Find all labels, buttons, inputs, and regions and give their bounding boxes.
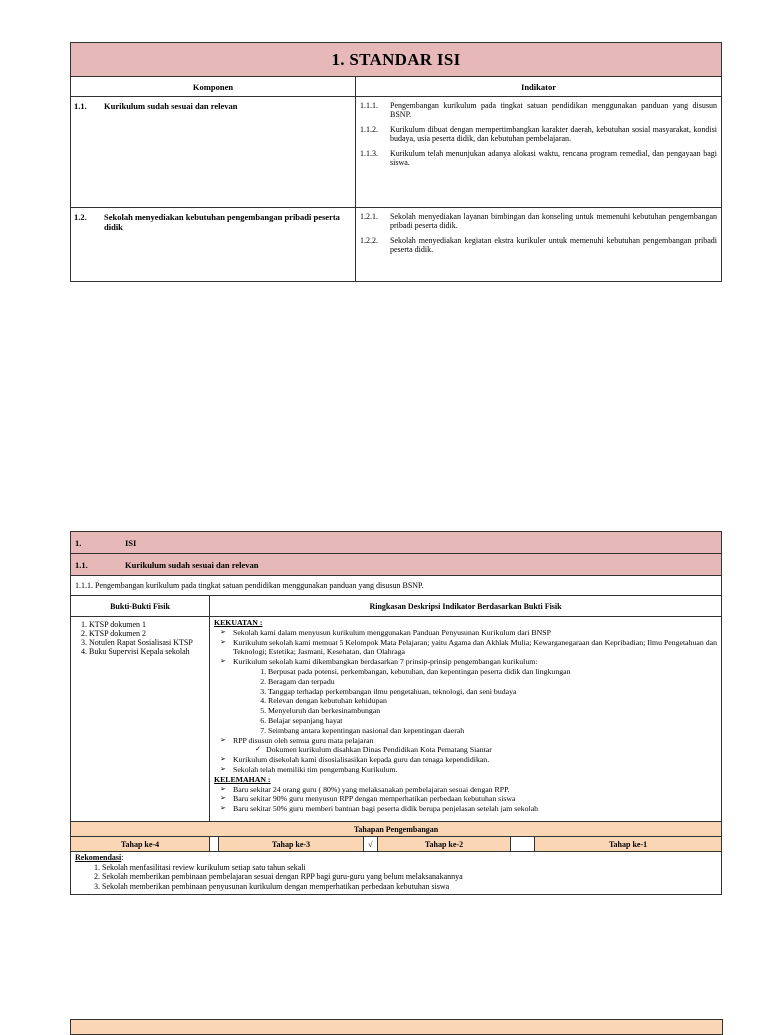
- bukti-list: [75, 620, 205, 656]
- komponen-number: 1.1.: [74, 101, 87, 111]
- section-title: 1. STANDAR ISI: [71, 43, 722, 77]
- list-item: 3. Notulen Rapat Sosialisasi KTSP: [89, 638, 205, 647]
- kekuatan-label: KEKUATAN :: [214, 618, 263, 627]
- kekuatan-list: [214, 628, 717, 775]
- indikator-text: Kurikulum dibuat dengan mempertimbangkan karakter daerah, kebutuhan sosial masyarakat, kondisi budaya, usia peserta didik, dan kebutuhan pembelajaran.: [390, 125, 717, 143]
- standar-isi-table: [70, 42, 722, 282]
- list-item: 3. Tanggap terhadap perkembangan ilmu pengetahuan, teknologi, dan seni budaya: [268, 687, 717, 697]
- indikator-item: [360, 236, 717, 254]
- detail-section-title: ISI: [125, 537, 137, 548]
- indikator-item: [360, 149, 717, 167]
- detail-table: [70, 531, 722, 895]
- indikator-number: 1.2.2.: [360, 236, 378, 245]
- col-header-bukti: Bukti-Bukti Fisik: [71, 596, 210, 617]
- list-item: 5. Menyeluruh dan berkesinambungan: [268, 706, 717, 716]
- komponen-cell: [71, 97, 356, 208]
- indikator-number: 1.1.2.: [360, 125, 378, 134]
- rekomendasi-cell: [71, 852, 722, 895]
- stage-1-label: Tahap ke-1: [535, 837, 722, 852]
- list-item: ✓ Dokumen kurikulum disahkan Dinas Pendidikan Kota Pematang Siantar: [255, 745, 717, 755]
- rekomendasi-list: [75, 863, 717, 892]
- col-header-indikator: Indikator: [356, 77, 722, 97]
- indikator-text: Sekolah menyediakan layanan bimbingan dan konseling untuk memenuhi kebutuhan pengembangan pribadi peserta didik.: [390, 212, 717, 230]
- indikator-number: 1.1.3.: [360, 149, 378, 158]
- indikator-text: Kurikulum telah menunjukan adanya alokasi waktu, rencana program remedial, dan pengayaan bagi siswa.: [390, 149, 717, 167]
- list-item: 2. Beragam dan terpadu: [268, 677, 717, 687]
- list-item: 4. Relevan dengan kebutuhan kehidupan: [268, 696, 717, 706]
- next-table-edge: [70, 1019, 723, 1035]
- stage-4-label: Tahap ke-4: [71, 837, 210, 852]
- col-header-komponen: Komponen: [71, 77, 356, 97]
- indikator-item: [360, 125, 717, 143]
- list-item: 1. Berpusat pada potensi, perkembangan, kebutuhan, dan kepentingan peserta didik dan lingkungan: [268, 667, 717, 677]
- detail-section-header: [71, 532, 722, 554]
- rekomendasi-heading: Rekomendasi:: [75, 853, 124, 862]
- prinsip-list: [233, 667, 717, 736]
- kelemahan-list: [214, 785, 717, 814]
- komponen-text: Kurikulum sudah sesuai dan relevan: [104, 101, 238, 111]
- komponen-number: 1.2.: [74, 212, 87, 222]
- list-item: [220, 657, 717, 735]
- list-item: 3. Sekolah memberikan pembinaan penyusunan kurikulum dengan memperhatikan perbedaan kebutuhan siswa: [102, 882, 717, 892]
- list-item: ➢ Kurikulum disekolah kami disosialisasikan kepada guru dan tenaga kependidikan.: [220, 755, 717, 765]
- list-item: ➢ Kurikulum sekolah kami memuat 5 Kelompok Mata Pelajaran; yaitu Agama dan Akhlak Mulia; Kewarganegaraan dan Kepribadian; Ilmu Pengetahuan dan Teknologi; Estetika; Jasmani, Kesehatan, dan Olahraga: [220, 638, 717, 658]
- list-item: 2. KTSP dokumen 2: [89, 629, 205, 638]
- indikator-number: 1.1.1.: [360, 101, 378, 110]
- list-item: 7. Seimbang antara kepentingan nasional dan kepentingan daerah: [268, 726, 717, 736]
- list-item: ➢ Baru sekitar 24 orang guru ( 80%) yang melaksanakan pembelajaran sesuai dengan RPP.: [220, 785, 717, 795]
- list-item: 1. KTSP dokumen 1: [89, 620, 205, 629]
- indikator-number: 1.2.1.: [360, 212, 378, 221]
- detail-sub-number: 1.1.: [75, 559, 88, 570]
- indikator-text: Sekolah menyediakan kegiatan ekstra kurikuler untuk memenuhi kebutuhan pengembangan pribadi peserta didik.: [390, 236, 717, 254]
- list-item: [220, 736, 717, 756]
- indicator-line: 1.1.1. Pengembangan kurikulum pada tingkat satuan pendidikan menggunakan panduan yang disusun BSNP.: [71, 576, 722, 596]
- list-item: ➢ Baru sekitar 90% guru menyusun RPP dengan memperhatikan perbedaan kebutuhan siswa: [220, 794, 717, 804]
- list-item: 2. Sekolah memberikan pembinaan pembelajaran sesuai dengan RPP bagi guru-guru yang belum melaksanakannya: [102, 872, 717, 882]
- list-item: ➢ Sekolah kami dalam menyusun kurikulum menggunakan Panduan Penyusunan Kurikulum dari BNSP: [220, 628, 717, 638]
- check-list: [233, 745, 717, 755]
- indikator-item: [360, 212, 717, 230]
- detail-section-number: 1.: [75, 537, 82, 548]
- stage-2-checkbox: [511, 837, 535, 852]
- list-item: 1. Sekolah menfasilitasi review kurikulum setiap satu tahun sekali: [102, 863, 717, 873]
- indikator-cell: [356, 97, 722, 208]
- kelemahan-label: KELEMAHAN :: [214, 774, 271, 784]
- stage-3-label: Tahap ke-3: [219, 837, 364, 852]
- list-item-text: RPP disusun oleh semua guru mata pelajaran: [233, 735, 374, 745]
- detail-sub-header: [71, 554, 722, 576]
- list-item-text: Kurikulum sekolah kami dikembangkan berdasarkan 7 prinsip-prinsip pengembangan kurikulum:: [233, 657, 538, 667]
- stage-4-checkbox: [210, 837, 219, 852]
- rekomendasi-label: Rekomendasi: [75, 853, 122, 862]
- list-item: 6. Belajar sepanjang hayat: [268, 716, 717, 726]
- komponen-text: Sekolah menyediakan kebutuhan pengembangan pribadi peserta didik: [104, 212, 340, 232]
- stage-3-checkbox: √: [364, 837, 378, 852]
- ringkasan-cell: [210, 617, 722, 822]
- indikator-text: Pengembangan kurikulum pada tingkat satuan pendidikan menggunakan panduan yang disusun BSNP.: [390, 101, 717, 119]
- list-item: ➢ Sekolah telah memiliki tim pengembang Kurikulum.: [220, 765, 717, 775]
- list-item: 4. Buku Supervisi Kepala sekolah: [89, 647, 205, 656]
- tahapan-header: Tahapan Pengembangan: [71, 822, 722, 837]
- bukti-cell: [71, 617, 210, 822]
- indikator-cell: [356, 208, 722, 282]
- komponen-cell: [71, 208, 356, 282]
- list-item: ➢ Baru sekitar 50% guru memberi bantuan bagi peserta didik berupa penjelasan setelah jam sekolah: [220, 804, 717, 814]
- indikator-item: [360, 101, 717, 119]
- col-header-ringkasan: Ringkasan Deskripsi Indikator Berdasarkan Bukti Fisik: [210, 596, 722, 617]
- stage-2-label: Tahap ke-2: [378, 837, 511, 852]
- detail-sub-title: Kurikulum sudah sesuai dan relevan: [125, 559, 259, 570]
